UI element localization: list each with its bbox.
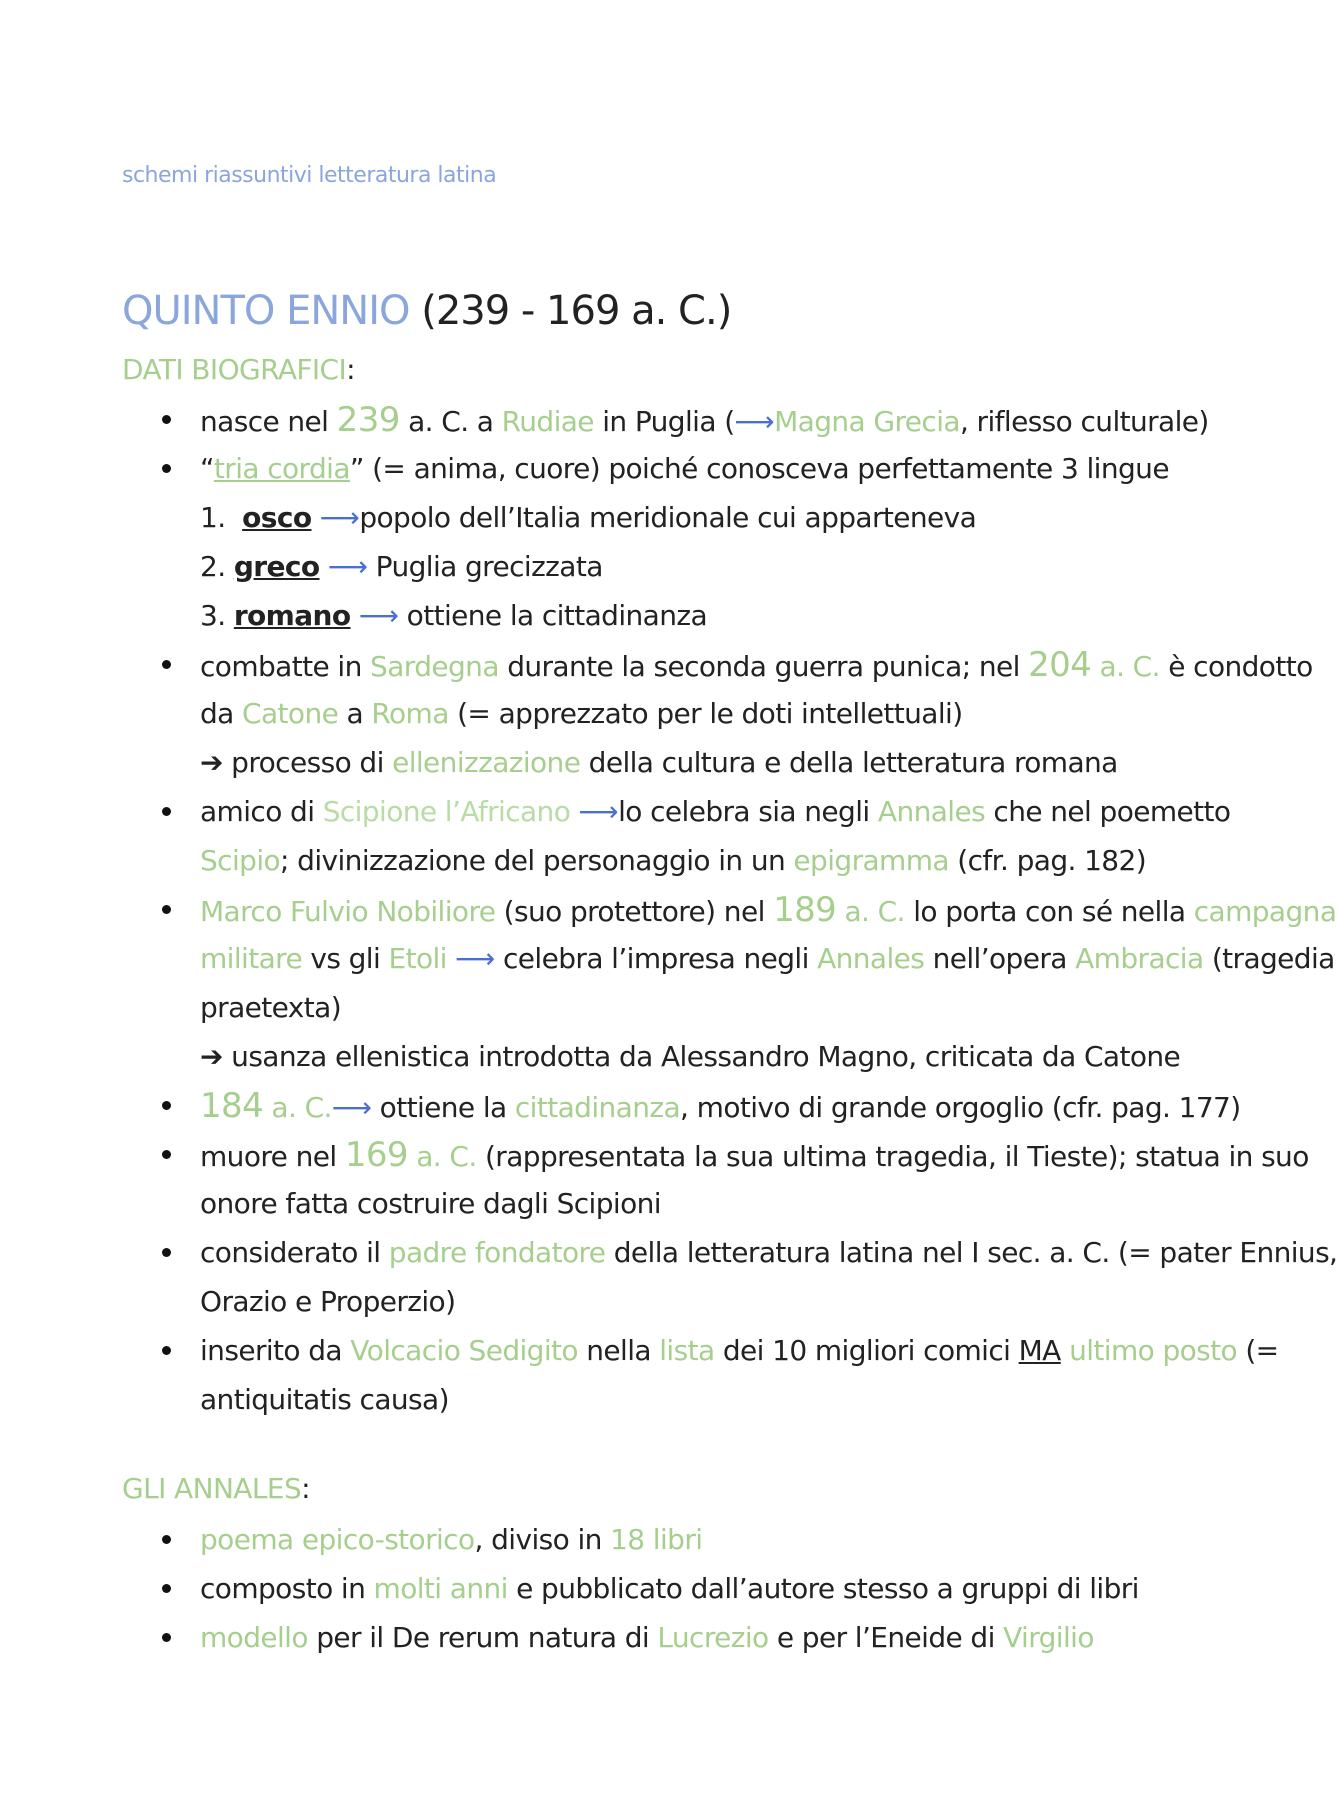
section-heading-annales: GLI ANNALES: [122, 1472, 310, 1505]
page-header: schemi riassuntivi letteratura latina [122, 163, 497, 188]
bullet [162, 1248, 171, 1257]
bullet [162, 1101, 171, 1110]
arrow-icon: ⟶ [319, 501, 360, 534]
list-item-cont: Scipio; divinizzazione del personaggio in un epigramma (cfr. pag. 182) [200, 844, 1147, 877]
list-item-cont: Orazio e Properzio) [200, 1285, 456, 1318]
list-item: 184 a. C.⟶ ottiene la cittadinanza, motivo di grande orgoglio (cfr. pag. 177) [200, 1086, 1241, 1126]
list-item-cont: onore fatta costruire dagli Scipioni [200, 1187, 661, 1220]
list-item-numbered: 1. osco ⟶popolo dell’Italia meridionale cui apparteneva [200, 501, 977, 534]
list-item-cont: ➔ usanza ellenistica introdotta da Alessandro Magno, criticata da Catone [200, 1040, 1181, 1073]
list-item-cont: militare vs gli Etoli ⟶ celebra l’impresa negli Annales nell’opera Ambracia (tragedia [200, 942, 1335, 975]
bullet [162, 464, 171, 473]
bullet [162, 660, 171, 669]
author-dates: (239 - 169 a. C.) [409, 288, 732, 334]
list-item-cont: da Catone a Roma (= apprezzato per le doti intellettuali) [200, 697, 963, 730]
bullet [162, 905, 171, 914]
arrow-icon: ⟶ [570, 795, 619, 828]
bullet [162, 1584, 171, 1593]
author-name: QUINTO ENNIO [122, 288, 410, 334]
bullet [162, 807, 171, 816]
list-item: poema epico-storico, diviso in 18 libri [200, 1523, 703, 1556]
bullet [162, 1633, 171, 1642]
list-item: muore nel 169 a. C. (rappresentata la sua ultima tragedia, il Tieste); statua in suo [200, 1135, 1309, 1175]
arrow-icon: ⟶ [734, 405, 775, 438]
section-heading-bio: DATI BIOGRAFICI: [122, 353, 356, 386]
arrow-icon: ⟶ [358, 599, 399, 632]
arrow-icon: ➔ [200, 1040, 223, 1073]
list-item: amico di Scipione l’Africano ⟶lo celebra sia negli Annales che nel poemetto [200, 795, 1231, 828]
page-title [122, 288, 731, 334]
list-item: Marco Fulvio Nobiliore (suo protettore) nel 189 a. C. lo porta con sé nella campagna [200, 890, 1337, 930]
arrow-icon: ➔ [200, 746, 223, 779]
list-item-cont: antiquitatis causa) [200, 1383, 449, 1416]
list-item: composto in molti anni e pubblicato dall’autore stesso a gruppi di libri [200, 1572, 1139, 1605]
arrow-icon: ⟶ [446, 942, 504, 975]
list-item: combatte in Sardegna durante la seconda guerra punica; nel 204 a. C. è condotto [200, 645, 1313, 685]
list-item-numbered: 3. romano ⟶ ottiene la cittadinanza [200, 599, 708, 632]
list-item-cont: praetexta) [200, 991, 342, 1024]
bullet [162, 415, 171, 424]
list-item-numbered: 2. greco ⟶ Puglia grecizzata [200, 550, 603, 583]
list-item: inserito da Volcacio Sedigito nella lista dei 10 migliori comici MA ultimo posto (= [200, 1334, 1279, 1367]
bullet [162, 1535, 171, 1544]
bullet [162, 1346, 171, 1355]
list-item: considerato il padre fondatore della letteratura latina nel I sec. a. C. (= pater Ennius, [200, 1236, 1337, 1269]
list-item: modello per il De rerum natura di Lucrezio e per l’Eneide di Virgilio [200, 1621, 1094, 1654]
arrow-icon: ⟶ [327, 550, 368, 583]
list-item-cont: ➔ processo di ellenizzazione della cultura e della letteratura romana [200, 746, 1118, 779]
arrow-icon: ⟶ [331, 1091, 372, 1124]
list-item: “tria cordia” (= anima, cuore) poiché conosceva perfettamente 3 lingue [200, 452, 1169, 485]
bullet [162, 1150, 171, 1159]
list-item: nasce nel 239 a. C. a Rudiae in Puglia (⟶Magna Grecia, riflesso culturale) [200, 400, 1209, 440]
